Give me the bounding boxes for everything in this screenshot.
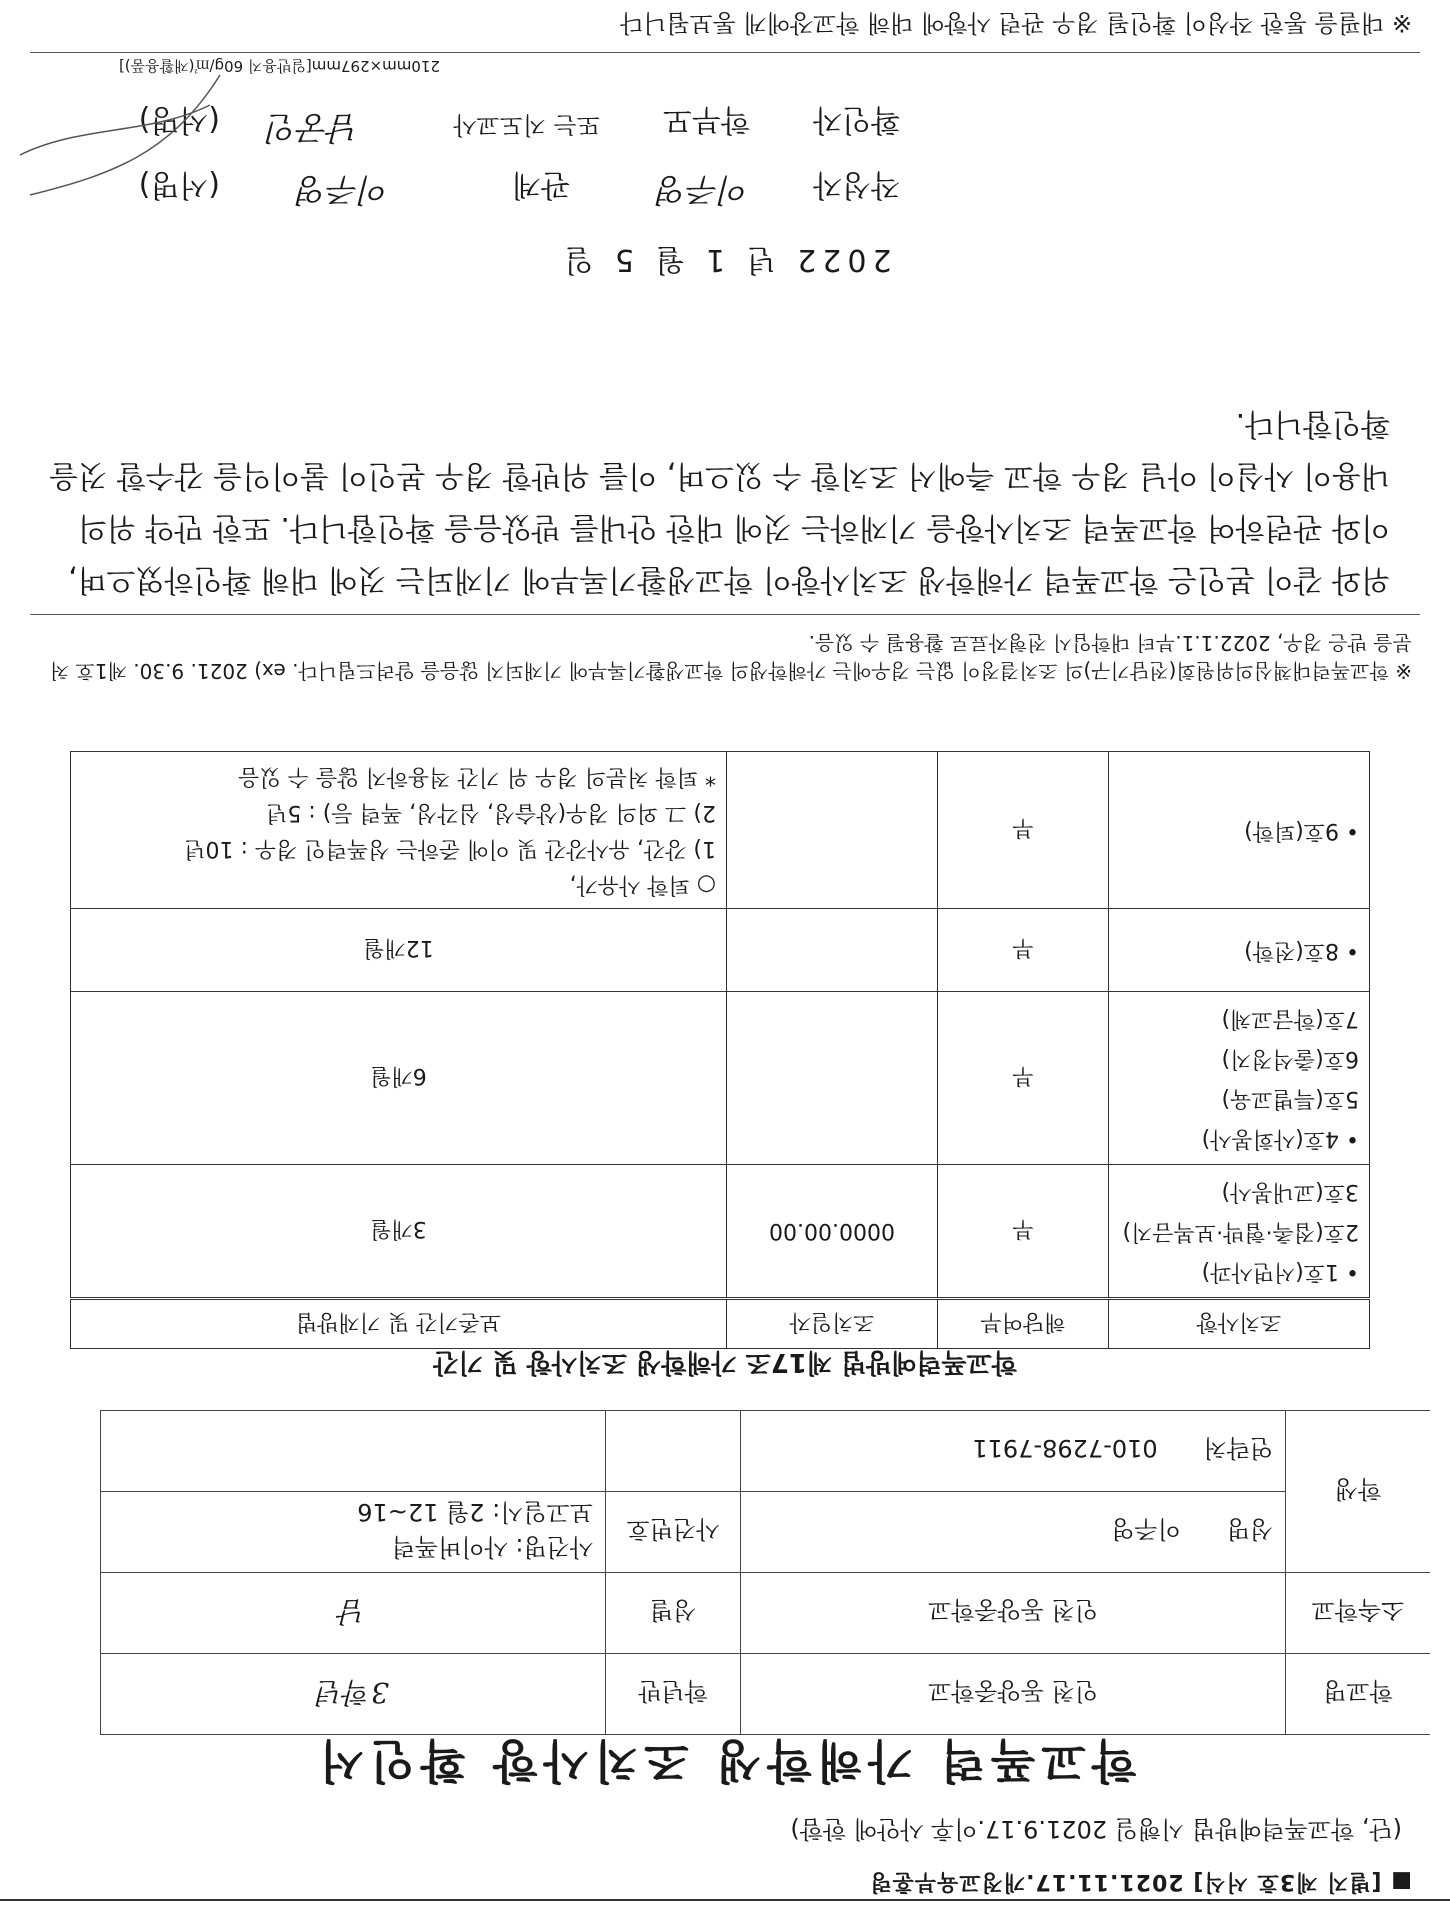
period-cell [71, 752, 727, 909]
incident-line1: 사건명: 사이버폭력 [391, 1533, 593, 1561]
applies-cell: 부 [938, 1165, 1109, 1299]
date-cell [727, 992, 938, 1165]
measure-cell [1109, 992, 1370, 1165]
table-row [71, 909, 1370, 992]
affil-label: 소속학교 [1286, 1573, 1431, 1654]
affil-value: 인천 동양중학교 [741, 1573, 1286, 1654]
measure-item: 2호(접촉·협박·보복금지) [1122, 1219, 1359, 1244]
divider [30, 614, 1420, 615]
confirm-title: 학부모 [663, 102, 750, 137]
period-line: ○ 퇴학 사유가, [569, 872, 716, 897]
measure-item: • 4호(사회봉사) [1201, 1126, 1359, 1151]
name-value: 이주영 [1111, 1515, 1181, 1544]
relation-label: 관계 [512, 167, 570, 202]
measure-item: 6호(출석정지) [1221, 1046, 1359, 1071]
period-line: * 퇴학 처분의 경우 위 기간 적용하지 않을 수 있음 [238, 764, 716, 789]
name-row [741, 1492, 1286, 1573]
measure-item: • 8호(전학) [1244, 938, 1359, 963]
school-label: 학교명 [1286, 1654, 1431, 1735]
measure-item: 5호(특별교육) [1221, 1086, 1359, 1111]
measure-cell [1109, 752, 1370, 909]
measure-item: 7호(학급교체) [1221, 1006, 1359, 1031]
measure-cell [1109, 909, 1370, 992]
name-label: 성명 [1226, 1515, 1273, 1544]
incident-line2: 보고일시: 2월 12~16 [357, 1498, 593, 1526]
period-cell: 3개월 [71, 1165, 727, 1299]
measures-title: 학교폭력예방법 제17조 가해학생 조치사항 및 기간 [433, 1347, 1017, 1377]
incident-value [101, 1492, 606, 1573]
guardian-signature: 이주영 [297, 171, 390, 209]
period-cell: 12개월 [71, 909, 727, 992]
divider [30, 52, 1420, 53]
period-cell: 6개월 [71, 992, 727, 1165]
applies-cell: 부 [938, 992, 1109, 1165]
measure-cell [1109, 1165, 1370, 1299]
document-title: 학교폭력 가해학생 조치사항 확인서 [313, 1734, 1137, 1788]
confirm-seal: (서명) [138, 102, 220, 137]
paper-size-note: 210mm×297mm[일반용지 60g/㎡(재활용품)] [118, 57, 440, 75]
confirm-signature: 남궁인 [267, 109, 360, 147]
footer-note: ※ 대필을 통한 작성이 확인될 경우 관련 사항에 대해 학교장에게 통보됩니다 [620, 9, 1412, 37]
table-row [71, 752, 1370, 909]
period-line: 2) 그 외의 경우(상습성, 심각성, 폭력 등) : 5년 [266, 800, 716, 825]
scribble-mark [10, 55, 230, 215]
contact-value: 010-7298-7911 [972, 1434, 1158, 1463]
sex-value: 남 [101, 1573, 606, 1654]
guardian-seal: (서명) [138, 167, 220, 202]
student-info-table [100, 1410, 1430, 1735]
grade-label: 학년반 [606, 1654, 741, 1735]
date-cell [727, 752, 938, 909]
sub-note: (단, 학교폭력예방법 시행일 2021.9.17.이후 사안에 한함) [790, 1815, 1402, 1843]
date-cell [727, 909, 938, 992]
school-value: 인천 동양중학교 [741, 1654, 1286, 1735]
applies-cell: 부 [938, 909, 1109, 992]
document-date: 2022 년 1 월 5 일 [558, 242, 892, 277]
top-rule [0, 1899, 1450, 1901]
measure-item: 3호(교내봉사) [1221, 1179, 1359, 1204]
writer-role: 작성자 [813, 167, 900, 202]
date-cell: 0000.00.00 [727, 1165, 938, 1299]
contact-row [741, 1411, 1286, 1492]
confirmation-paragraph: 위와 같이 본인은 학교폭력 가해학생 조치사항이 학교생활기록부에 기재되는 것에 대해 확인하였으며, 이와 관련하여 학교폭력 조치사항을 기재하는 것에 대한 안내를 받았음을 확인합니다. 또한 만약 위의 내용이 사실이 아닐 경우 학교 측에서 조치할 수 있으며, 이를 위반할 경우 본인이 불이익을 감수할 것을 확인합니다. [49, 406, 1390, 597]
measure-item: • 1호(서면사과) [1201, 1259, 1359, 1284]
header-period: 보존기간 및 기재방법 [71, 1299, 727, 1349]
measure-item: • 9호(퇴학) [1244, 818, 1359, 843]
confirm-label: 또는 지도교사 [453, 111, 600, 139]
grade-value: 3학년 [101, 1654, 606, 1735]
writer-signature: 이주영 [657, 171, 750, 209]
contact-label: 연락처 [1203, 1434, 1273, 1463]
student-label: 학생 [1286, 1411, 1431, 1573]
period-line: 1) 강간, 유사강간 및 이에 준하는 성폭력인 경우 : 10년 [184, 836, 716, 861]
header-measure: 조치사항 [1109, 1299, 1370, 1349]
sex-label: 성별 [606, 1573, 741, 1654]
header-applies: 해당여부 [938, 1299, 1109, 1349]
table-row [71, 1165, 1370, 1299]
notice-text: ※ 학교폭력대책심의위원회(전담기구)의 조치결정이 없는 경우에는 가해학생의 학교생활기록부에 기재되지 않음을 알려드립니다. ex) 2021. 9.30. 제1호 처분을 받은 경우, 2022.1.1.부터 대학입시 전형자료로 활용될 수 있음. [49, 631, 1412, 683]
header-date: 조치일자 [727, 1299, 938, 1349]
measures-table [70, 751, 1370, 1349]
applies-cell: 부 [938, 752, 1109, 909]
confirm-role: 확인자 [813, 102, 900, 137]
incident-label: 사건번호 [606, 1492, 741, 1573]
table-row [71, 992, 1370, 1165]
form-note: ■ [별지 제3호 서식] 2021.11.17.개정교육부훈령 [869, 1869, 1412, 1894]
